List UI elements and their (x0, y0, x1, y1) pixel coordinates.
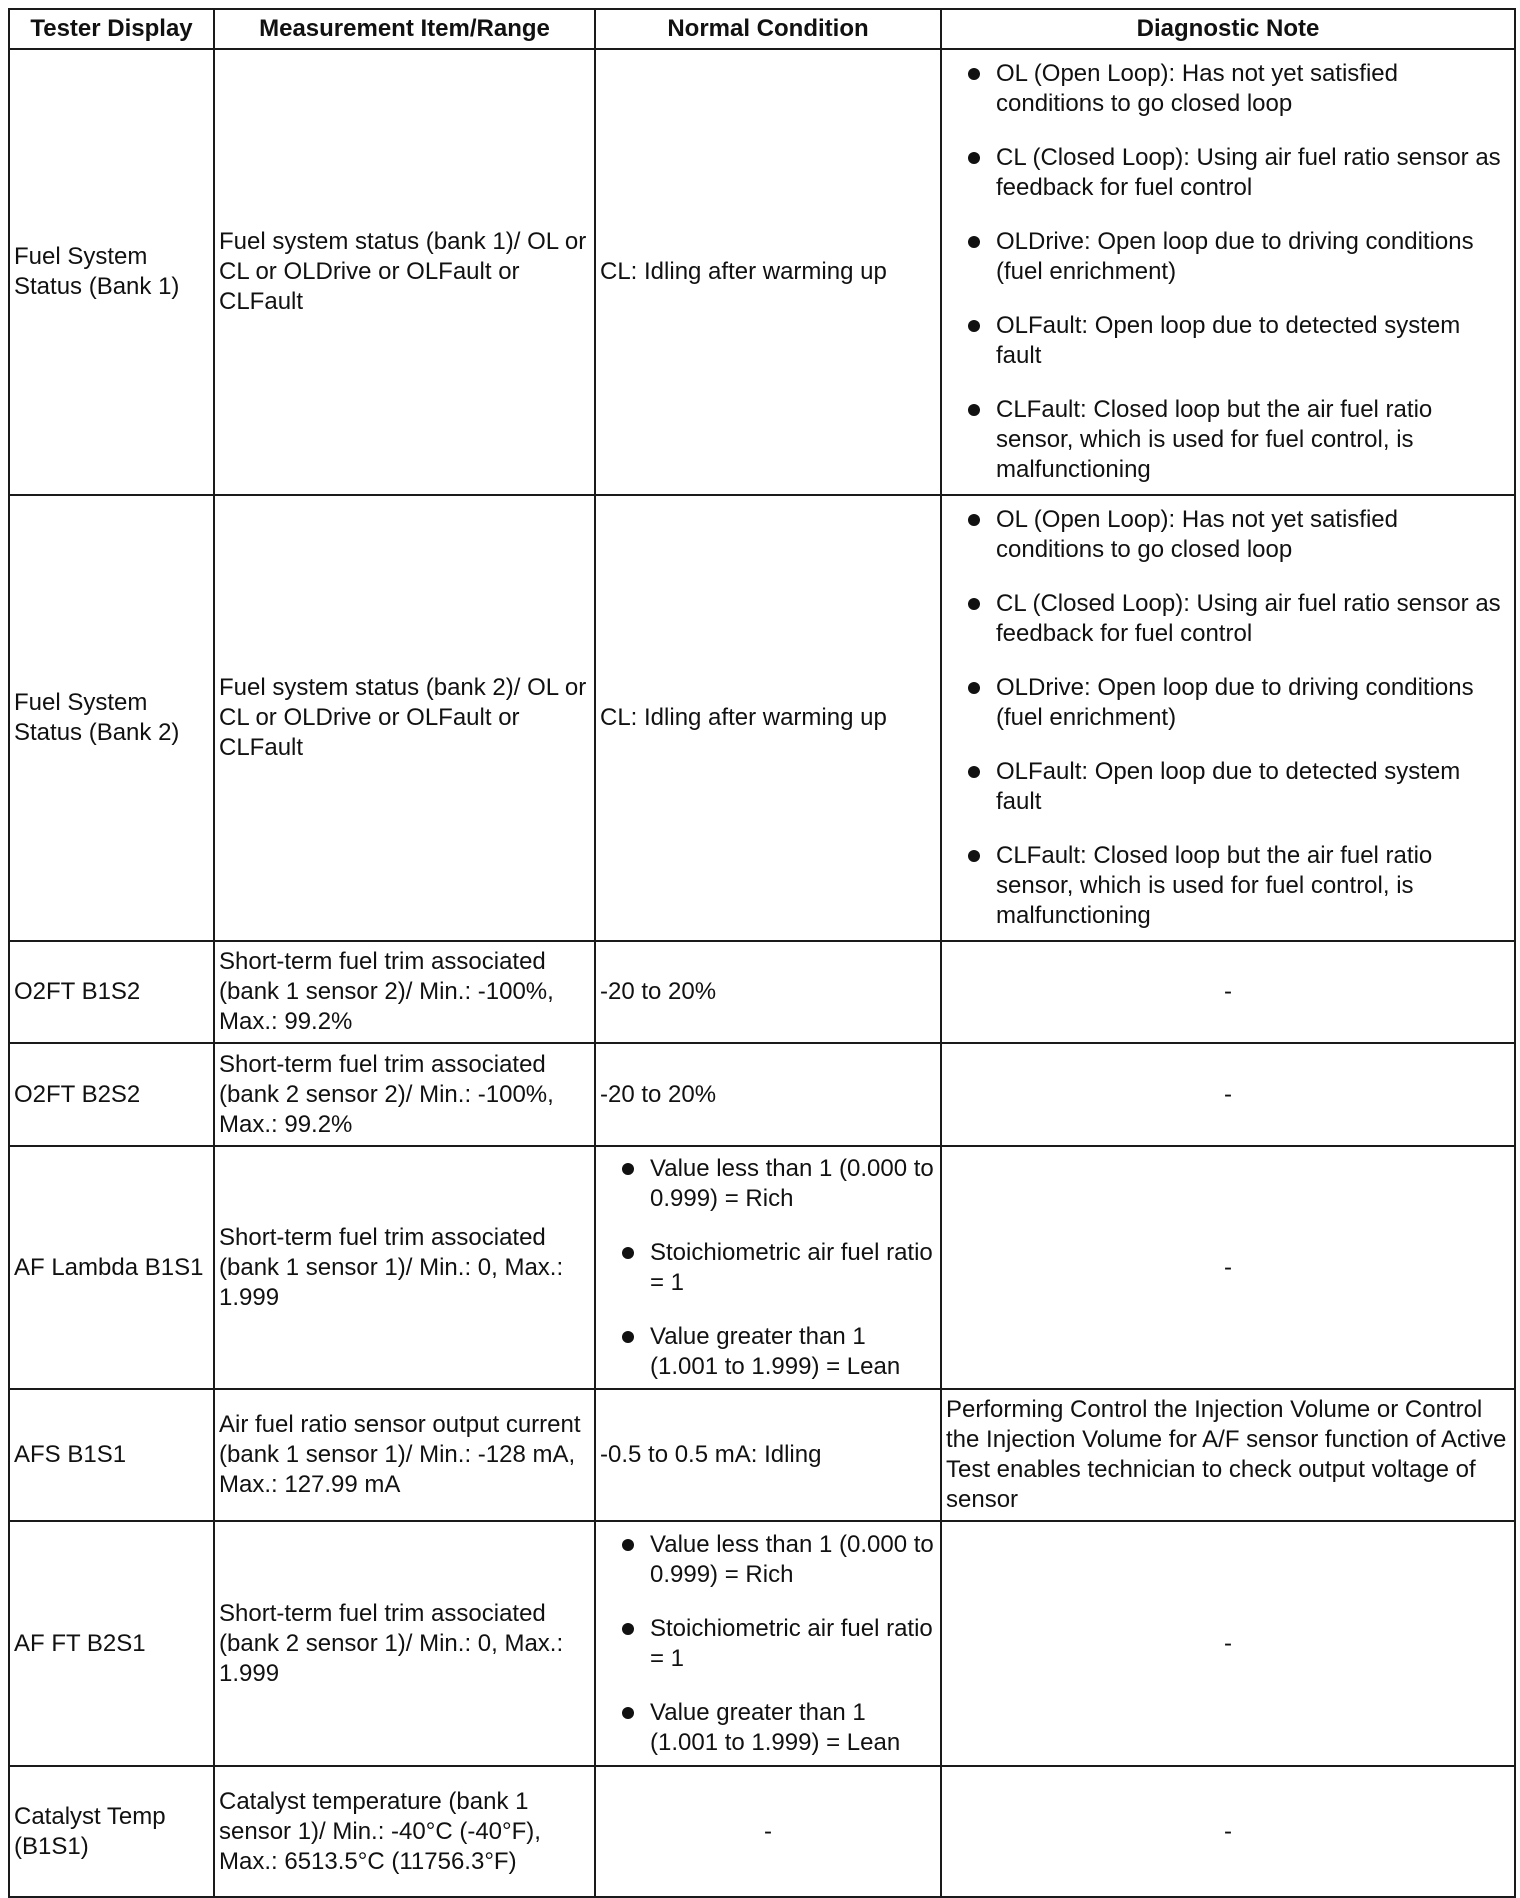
table-row (9, 941, 1515, 1043)
tester-display-cell: Fuel System Status (Bank 2) (14, 689, 180, 746)
tester-display-cell: AF Lambda B1S1 (14, 1253, 204, 1281)
bullet-item: OLFault: Open loop due to detected system fault (946, 757, 1510, 817)
tester-display-cell: Fuel System Status (Bank 1) (14, 243, 180, 300)
measurement-cell: Short-term fuel trim associated (bank 1 sensor 1)/ Min.: 0, Max.: 1.999 (219, 1223, 564, 1311)
bullet-item: OLFault: Open loop due to detected system fault (946, 311, 1510, 371)
header-diagnostic-note: Diagnostic Note (941, 9, 1515, 49)
table-row (9, 495, 1515, 941)
header-tester-display: Tester Display (9, 9, 214, 49)
measurement-cell: Short-term fuel trim associated (bank 2 sensor 1)/ Min.: 0, Max.: 1.999 (219, 1599, 564, 1687)
bullet-item: CL (Closed Loop): Using air fuel ratio sensor as feedback for fuel control (946, 143, 1510, 203)
normal-condition-cell: -20 to 20% (600, 1080, 717, 1108)
bullet-item: OLDrive: Open loop due to driving conditions (fuel enrichment) (946, 673, 1510, 733)
tester-display-cell: O2FT B2S2 (14, 1080, 141, 1108)
tester-display-cell: AFS B1S1 (14, 1441, 127, 1468)
normal-condition-cell: - (764, 1817, 772, 1845)
measurement-cell: Short-term fuel trim associated (bank 2 sensor 2)/ Min.: -100%, Max.: 99.2% (219, 1050, 554, 1138)
bullet-item: OL (Open Loop): Has not yet satisfied conditions to go closed loop (946, 59, 1510, 119)
tester-display-cell: Catalyst Temp (B1S1) (14, 1802, 166, 1860)
measurement-cell: Air fuel ratio sensor output current (bank 1 sensor 1)/ Min.: -128 mA, Max.: 127.99 mA (219, 1411, 581, 1498)
bullet-item: OL (Open Loop): Has not yet satisfied conditions to go closed loop (946, 505, 1510, 565)
normal-condition-cell: CL: Idling after warming up (600, 704, 887, 731)
normal-condition-cell: -0.5 to 0.5 mA: Idling (600, 1441, 822, 1468)
diagnostic-note-cell: - (1224, 1253, 1232, 1281)
normal-condition-list (600, 1530, 936, 1758)
measurement-cell: Fuel system status (bank 1)/ OL or CL or OLDrive or OLFault or CLFault (219, 228, 587, 315)
diagnostic-note-cell: - (1224, 1817, 1232, 1845)
measurement-cell: Fuel system status (bank 2)/ OL or CL or OLDrive or OLFault or CLFault (219, 674, 587, 761)
data-list-table (8, 8, 1516, 1898)
normal-condition-cell: -20 to 20% (600, 978, 717, 1005)
table-row (9, 1766, 1515, 1897)
diagnostic-note-list (946, 505, 1510, 931)
header-normal-condition: Normal Condition (595, 9, 941, 49)
table-row (9, 1521, 1515, 1766)
bullet-item: CLFault: Closed loop but the air fuel ratio sensor, which is used for fuel control, is malfunctioning (946, 395, 1510, 485)
diagnostic-note-list (946, 59, 1510, 485)
bullet-item: Stoichiometric air fuel ratio = 1 (600, 1238, 936, 1298)
bullet-item: Value greater than 1 (1.001 to 1.999) = Lean (600, 1322, 936, 1382)
bullet-item: Stoichiometric air fuel ratio = 1 (600, 1614, 936, 1674)
table-row (9, 1389, 1515, 1521)
bullet-item: Value greater than 1 (1.001 to 1.999) = Lean (600, 1698, 936, 1758)
header-row (9, 9, 1515, 49)
diagnostic-note-cell: - (1224, 1080, 1232, 1108)
diagnostic-note-cell: - (1224, 1629, 1232, 1657)
bullet-item: OLDrive: Open loop due to driving conditions (fuel enrichment) (946, 227, 1510, 287)
measurement-cell: Short-term fuel trim associated (bank 1 sensor 2)/ Min.: -100%, Max.: 99.2% (219, 948, 554, 1035)
tester-display-cell: AF FT B2S1 (14, 1629, 146, 1657)
table-row (9, 1146, 1515, 1389)
table-row (9, 49, 1515, 495)
bullet-item: CL (Closed Loop): Using air fuel ratio sensor as feedback for fuel control (946, 589, 1510, 649)
diagnostic-note-cell: - (1224, 978, 1232, 1005)
tester-display-cell: O2FT B1S2 (14, 978, 141, 1005)
bullet-item: Value less than 1 (0.000 to 0.999) = Rich (600, 1530, 936, 1590)
normal-condition-list (600, 1154, 936, 1382)
diagnostic-note-cell: Performing Control the Injection Volume or Control the Injection Volume for A/F sensor function of Active Test enables technician to check output voltage of sensor (946, 1396, 1507, 1513)
header-measurement-item: Measurement Item/Range (214, 9, 595, 49)
normal-condition-cell: CL: Idling after warming up (600, 258, 887, 285)
table-row (9, 1043, 1515, 1146)
bullet-item: CLFault: Closed loop but the air fuel ratio sensor, which is used for fuel control, is malfunctioning (946, 841, 1510, 931)
measurement-cell: Catalyst temperature (bank 1 sensor 1)/ Min.: -40°C (-40°F), Max.: 6513.5°C (11756.3°F) (219, 1787, 541, 1875)
bullet-item: Value less than 1 (0.000 to 0.999) = Rich (600, 1154, 936, 1214)
